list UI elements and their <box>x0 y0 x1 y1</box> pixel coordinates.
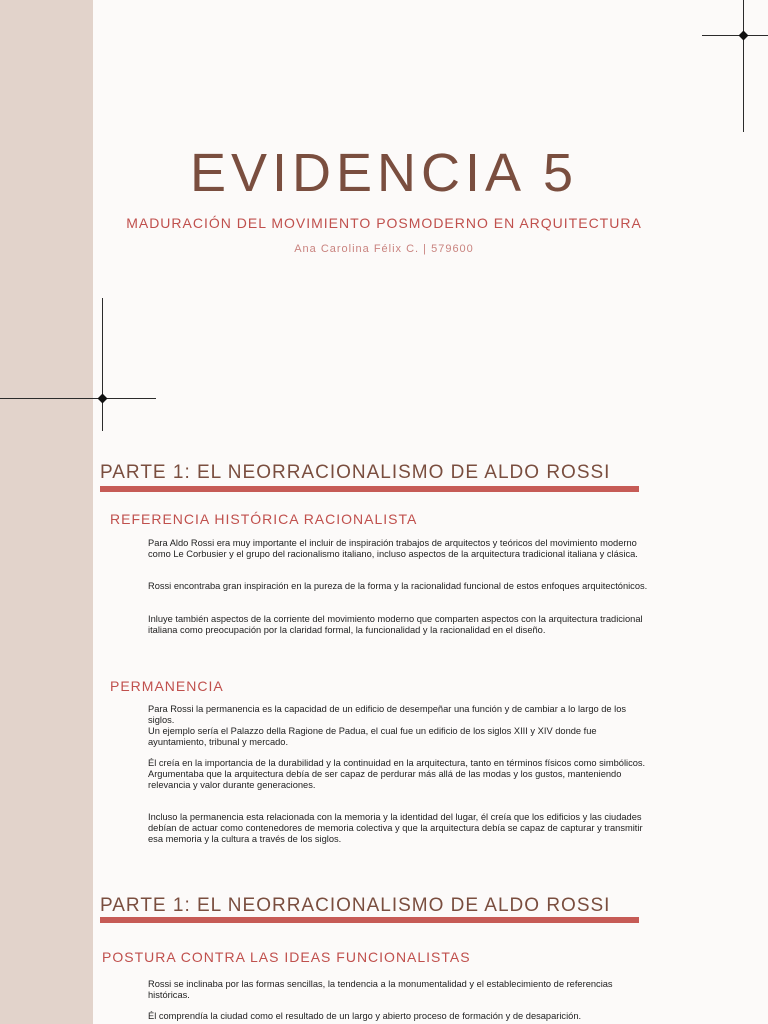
author-line: Ana Carolina Félix C. | 579600 <box>294 243 474 255</box>
crosshair-horizontal-line <box>702 35 768 36</box>
part-heading-bar <box>100 486 639 492</box>
paragraph: Rossi se inclinaba por las formas sencillas, la tendencia a la monumentalidad y el establecimiento de referencias históricas. <box>148 979 613 1000</box>
document-title: EVIDENCIA 5 <box>189 143 579 203</box>
crosshair-star-icon <box>739 31 749 41</box>
part-heading: PARTE 1: EL NEORRACIONALISMO DE ALDO ROSSI <box>100 462 611 483</box>
section-heading: POSTURA CONTRA LAS IDEAS FUNCIONALISTAS <box>102 949 471 965</box>
section-heading: REFERENCIA HISTÓRICA RACIONALISTA <box>110 511 418 527</box>
paragraph: Inluye también aspectos de la corriente del movimiento moderno que comparten aspectos con la arquitectura tradicional italiana como preocupación por la claridad formal, la funcionalidad y la racionalidad en el diseño. <box>148 614 643 635</box>
paragraph: Para Rossi la permanencia es la capacidad de un edificio de desempeñar una función y de cambiar a lo largo de los siglos. Un ejemplo sería el Palazzo della Ragione de Padua, el cual fue un edificio de los siglos XIII y XIV donde fue ayuntamiento, tribunal y mercado. <box>148 704 627 747</box>
part-heading-bar <box>100 917 639 923</box>
paragraph: Incluso la permanencia esta relacionada con la memoria y la identidad del lugar, él creía que los edificios y las ciudades debían de actuar como contenedores de memoria colectiva y que la arquitectura debía se capaz de capturar y transmitir esa memoria y la cultura a través de los siglos. <box>148 812 643 844</box>
crosshair-vertical-line <box>102 298 103 431</box>
section-heading: PERMANENCIA <box>110 678 224 694</box>
part-heading: PARTE 1: EL NEORRACIONALISMO DE ALDO ROSSI <box>100 895 611 916</box>
paragraph: Él creía en la importancia de la durabilidad y la continuidad en la arquitectura, tanto en términos físicos como simbólicos. Argumentaba que la arquitectura debía de ser capaz de perdurar más allá de las modas y los gustos, manteniendo relevancia y valor durante generaciones. <box>148 758 646 790</box>
crosshair-horizontal-line <box>0 398 156 399</box>
crosshair-vertical-line <box>743 0 744 132</box>
paragraph: Rossi encontraba gran inspiración en la pureza de la forma y la racionalidad funcional de estos enfoques arquitectónicos. <box>148 581 648 591</box>
crosshair-star-icon <box>98 394 108 404</box>
document-subtitle: MADURACIÓN DEL MOVIMIENTO POSMODERNO EN ARQUITECTURA <box>126 215 642 231</box>
paragraph: Él comprendía la ciudad como el resultado de un largo y abierto proceso de formación y de desaparición. <box>148 1011 582 1021</box>
paragraph: Para Aldo Rossi era muy importante el incluir de inspiración trabajos de arquitectos y teóricos del movimiento moderno como Le Corbusier y el grupo del racionalismo italiano, incluso aspectos de la arquitectura tradicional italiana y clásica. <box>148 538 638 559</box>
